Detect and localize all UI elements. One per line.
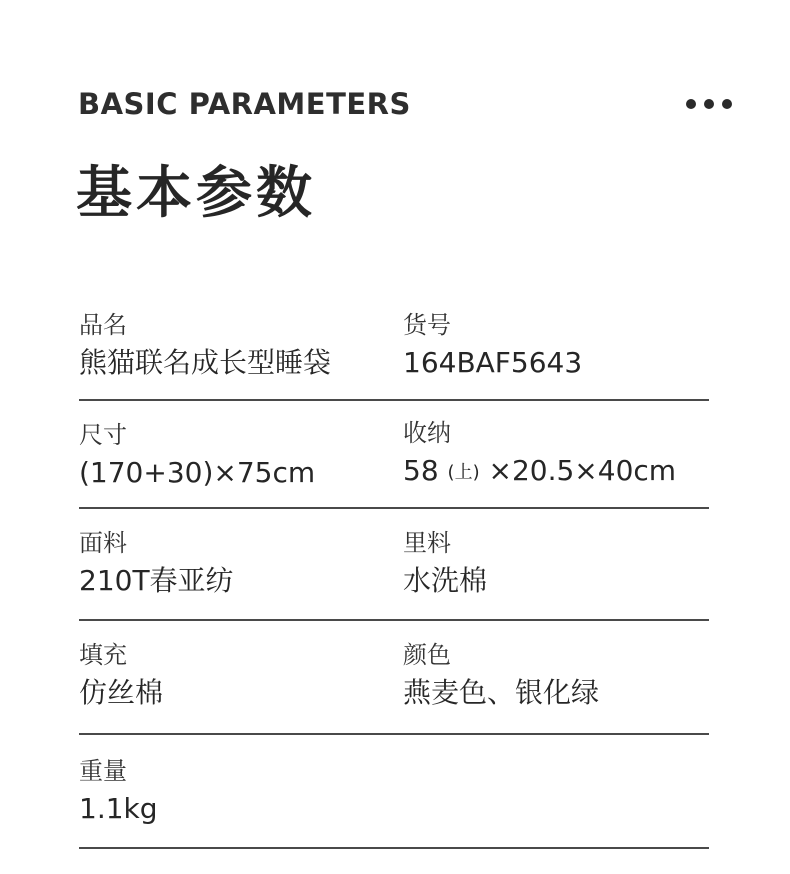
param-value-sku: 164BAF5643 (403, 346, 583, 379)
param-value-fabric: 210T春亚纺 (79, 564, 234, 597)
param-value-filling: 仿丝棉 (79, 676, 164, 709)
parameters-table (79, 303, 709, 849)
more-dots-icon[interactable] (686, 97, 736, 111)
storage-value-rest: ×20.5×40cm (488, 454, 677, 487)
dot (722, 99, 732, 109)
param-label-filling: 填充 (79, 641, 127, 669)
page-title: 基本参数 (76, 161, 316, 226)
param-value-storage (403, 454, 677, 487)
param-label-size: 尺寸 (79, 421, 127, 449)
param-label-color: 颜色 (403, 641, 451, 669)
param-cell (403, 531, 487, 595)
param-label-weight: 重量 (79, 757, 127, 785)
storage-value-note: (上) (447, 462, 480, 483)
param-cell (403, 313, 582, 377)
param-value-name: 熊猫联名成长型睡袋 (79, 346, 332, 379)
param-label-storage: 收纳 (403, 419, 451, 447)
param-label-sku: 货号 (403, 311, 451, 339)
param-cell (403, 643, 599, 707)
param-cell (403, 421, 676, 485)
param-cell (79, 423, 315, 487)
param-cell (79, 759, 158, 823)
param-row (79, 303, 709, 401)
param-value-size: (170+30)×75cm (79, 456, 316, 489)
param-label-lining: 里料 (403, 529, 451, 557)
dot (686, 99, 696, 109)
param-value-weight: 1.1kg (79, 792, 158, 825)
param-label-fabric: 面料 (79, 529, 127, 557)
param-value-color: 燕麦色、银化绿 (403, 676, 600, 709)
param-row (79, 401, 709, 509)
param-cell (79, 531, 234, 595)
param-row (79, 509, 709, 621)
eyebrow-heading: BASIC PARAMETERS (78, 87, 411, 121)
storage-value-main: 58 (403, 454, 439, 487)
param-row (79, 735, 709, 849)
dot (704, 99, 714, 109)
param-cell (79, 643, 163, 707)
param-value-lining: 水洗棉 (403, 564, 488, 597)
param-row (79, 621, 709, 735)
param-cell (79, 313, 331, 377)
param-label-name: 品名 (79, 311, 127, 339)
